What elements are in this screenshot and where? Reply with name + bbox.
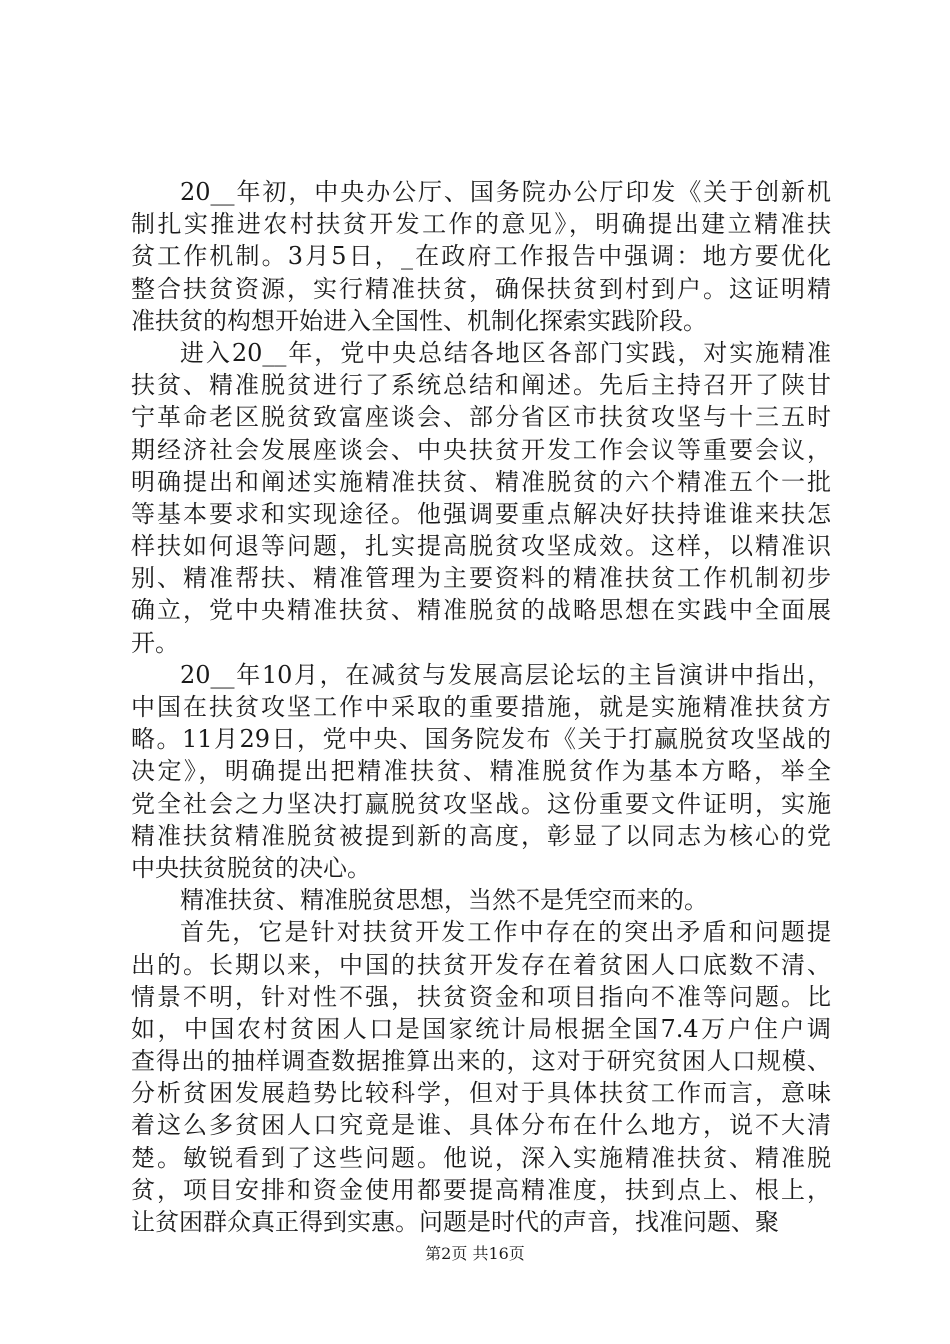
paragraph	[131, 916, 831, 1238]
text-line: 别、精准帮扶、精准管理为主要资料的精准扶贫工作机制初步	[131, 564, 831, 593]
text-line: 贫，项目安排和资金使用都要提高精准度，扶到点上、根上，	[131, 1175, 831, 1204]
text-line: 准扶贫的构想开始进入全国性、机制化探索实践阶段。	[131, 306, 707, 335]
text-line: 中国在扶贫攻坚工作中采取的重要措施，就是实施精准扶贫方	[131, 693, 831, 721]
text-line: 贫工作机制。3月5日，_在政府工作报告中强调：地方要优化	[131, 242, 831, 271]
text-line: 党全社会之力坚决打赢脱贫攻坚战。这份重要文件证明，实施	[131, 789, 831, 818]
text-line: 略。11月29日，党中央、国务院发布《关于打赢脱贫攻坚战的	[131, 725, 831, 754]
text-line: 等基本要求和实现途径。他强调要重点解决好扶持谁谁来扶怎	[131, 499, 831, 528]
text-line: 确立，党中央精准扶贫、精准脱贫的战略思想在实践中全面展	[131, 596, 831, 625]
text-line: 制扎实推进农村扶贫开发工作的意见》，明确提出建立精准扶	[131, 210, 831, 239]
text-line: 进入20__年，党中央总结各地区各部门实践，对实施精准	[180, 338, 831, 367]
text-line: 首先，它是针对扶贫开发工作中存在的突出矛盾和问题提	[180, 918, 831, 947]
text-line: 样扶如何退等问题，扎实提高脱贫攻坚成效。这样，以精准识	[131, 532, 831, 561]
text-line: 扶贫、精准脱贫进行了系统总结和阐述。先后主持召开了陕甘	[131, 371, 831, 400]
text-line: 精准扶贫精准脱贫被提到新的高度，彰显了以同志为核心的党	[131, 821, 831, 850]
paragraph	[131, 659, 831, 884]
text-line: 如，中国农村贫困人口是国家统计局根据全国7.4万户住户调	[131, 1014, 831, 1043]
text-line: 分析贫困发展趋势比较科学，但对于具体扶贫工作而言，意味	[131, 1079, 831, 1108]
text-line: 着这么多贫困人口究竟是谁、具体分布在什么地方，说不大清	[131, 1111, 831, 1140]
text-line: 开。	[131, 628, 179, 657]
page-footer: 第2页 共16页	[425, 1244, 525, 1263]
paragraph	[131, 884, 831, 916]
paragraph	[131, 176, 831, 337]
paragraph	[131, 337, 831, 659]
text-line: 出的。长期以来，中国的扶贫开发存在着贫困人口底数不清、	[131, 950, 831, 979]
text-line: 查得出的抽样调查数据推算出来的，这对于研究贫困人口规模、	[131, 1047, 831, 1076]
text-line: 整合扶贫资源，实行精准扶贫，确保扶贫到村到户。这证明精	[131, 274, 831, 303]
text-line: 宁革命老区脱贫致富座谈会、部分省区市扶贫攻坚与十三五时	[131, 403, 831, 432]
text-line: 情景不明，针对性不强，扶贫资金和项目指向不准等问题。比	[131, 982, 831, 1011]
text-line: 20__年10月，在减贫与发展高层论坛的主旨演讲中指出，	[180, 660, 831, 689]
text-line: 中央扶贫脱贫的决心。	[131, 853, 371, 882]
text-line: 明确提出和阐述实施精准扶贫、精准脱贫的六个精准五个一批	[131, 467, 831, 496]
text-line: 让贫困群众真正得到实惠。问题是时代的声音，找准问题、聚	[131, 1208, 779, 1236]
document-body	[131, 176, 831, 1238]
text-line: 楚。敏锐看到了这些问题。他说，深入实施精准扶贫、精准脱	[131, 1143, 831, 1172]
text-line: 期经济社会发展座谈会、中央扶贫开发工作会议等重要会议，	[131, 435, 831, 464]
text-line: 决定》，明确提出把精准扶贫、精准脱贫作为基本方略，举全	[131, 757, 831, 786]
text-line: 20__年初，中央办公厅、国务院办公厅印发《关于创新机	[180, 178, 831, 206]
text-line: 精准扶贫、精准脱贫思想，当然不是凭空而来的。	[180, 886, 708, 915]
